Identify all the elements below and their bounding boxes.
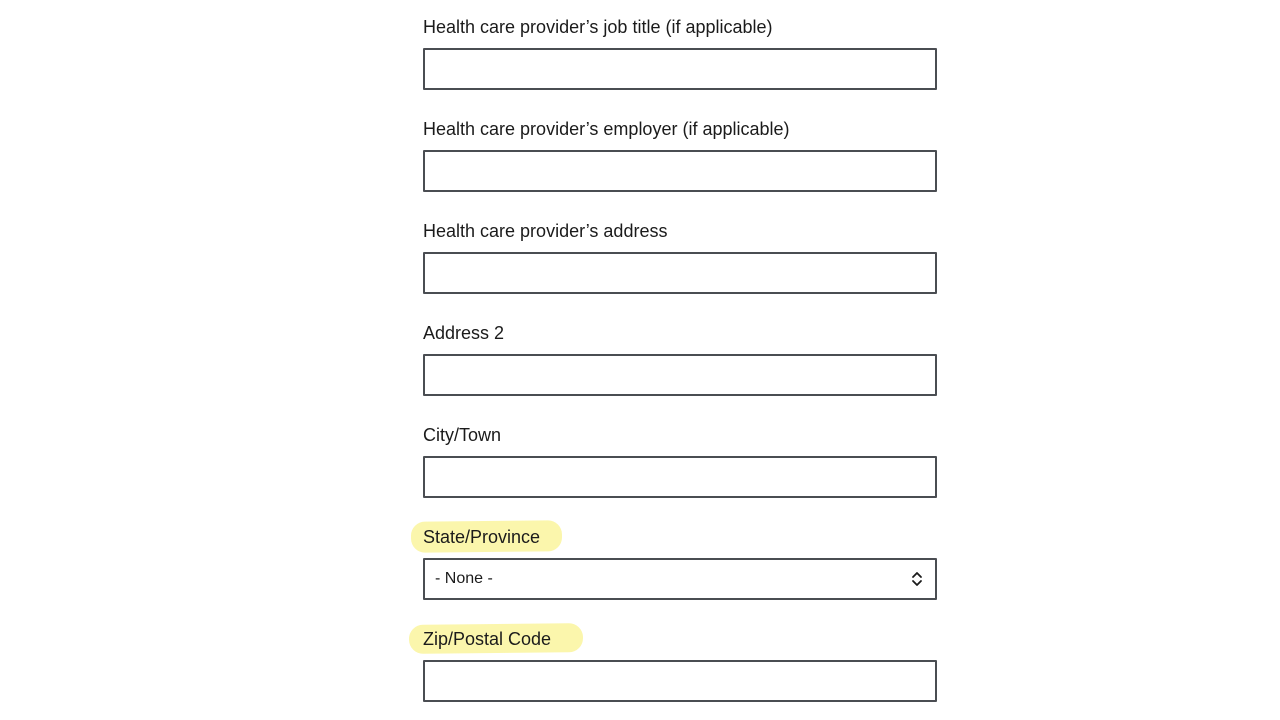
state-province-label: State/Province xyxy=(423,527,541,547)
employer-label: Health care provider’s employer (if applicable) xyxy=(423,119,790,139)
zip-postal-label: Zip/Postal Code xyxy=(423,629,552,649)
zip-postal-input[interactable] xyxy=(423,660,937,702)
job-title-input[interactable] xyxy=(423,48,937,90)
address-label: Health care provider’s address xyxy=(423,221,668,241)
address-2-input[interactable] xyxy=(423,354,937,396)
state-province-select[interactable] xyxy=(423,558,937,600)
city-town-label: City/Town xyxy=(423,425,502,445)
state-province-selected-value: - None - xyxy=(435,570,493,587)
employer-input[interactable] xyxy=(423,150,937,192)
job-title-label: Health care provider’s job title (if applicable) xyxy=(423,17,773,37)
address-input[interactable] xyxy=(423,252,937,294)
address-2-label: Address 2 xyxy=(423,323,505,343)
city-town-input[interactable] xyxy=(423,456,937,498)
chevron-up-down-icon xyxy=(911,570,923,588)
